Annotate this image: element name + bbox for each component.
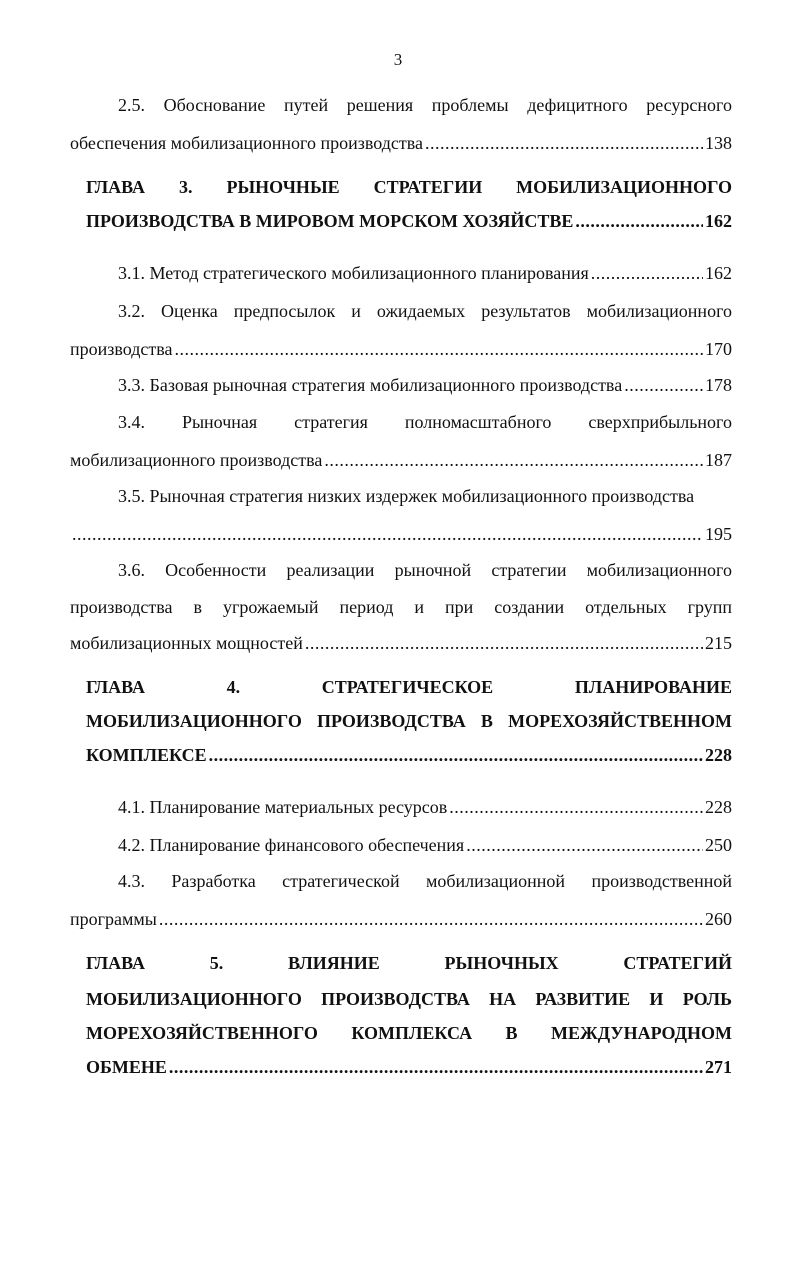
toc-entry-3-2-line-1: 3.2. Оценка предпосылок и ожидаемых результатов мобилизационного — [118, 301, 732, 321]
toc-text: ОБМЕНЕ — [86, 1057, 167, 1077]
toc-text: программы — [70, 909, 157, 929]
toc-page-number: 195 — [705, 524, 732, 544]
toc-entry-4-3-line-1: 4.3. Разработка стратегической мобилизационной производственной — [118, 871, 732, 891]
chapter-5-heading-line-2: МОБИЛИЗАЦИОННОГО ПРОИЗВОДСТВА НА РАЗВИТИЕ И РОЛЬ — [86, 989, 732, 1009]
page-number: 3 — [393, 50, 403, 69]
toc-entry-4-3-line-2 — [70, 904, 732, 934]
toc-entry-2-5-line-2 — [70, 128, 732, 158]
toc-page-number: 228 — [705, 745, 732, 765]
toc-entry-3-6-line-1: 3.6. Особенности реализации рыночной стратегии мобилизационного — [118, 560, 732, 580]
chapter-5-heading-line-3: МОРЕХОЗЯЙСТВЕННОГО КОМПЛЕКСА В МЕЖДУНАРОДНОМ — [86, 1023, 732, 1043]
chapter-5-heading-line-1: ГЛАВА 5. ВЛИЯНИЕ РЫНОЧНЫХ СТРАТЕГИЙ — [86, 953, 732, 973]
toc-entry-3-5-line-2 — [70, 519, 732, 549]
toc-entry-4-1 — [118, 792, 732, 822]
toc-text: мобилизационных мощностей — [70, 633, 303, 653]
toc-page-number: 162 — [705, 263, 732, 283]
chapter-4-heading-line-3 — [86, 740, 732, 770]
chapter-4-heading-line-1: ГЛАВА 4. СТРАТЕГИЧЕСКОЕ ПЛАНИРОВАНИЕ — [86, 677, 732, 697]
toc-text: 4.1. Планирование материальных ресурсов — [118, 797, 448, 817]
toc-entry-3-5-line-1: 3.5. Рыночная стратегия низких издержек мобилизационного производства — [118, 486, 695, 506]
toc-text: обеспечения мобилизационного производства — [70, 133, 423, 153]
toc-page-number: 138 — [705, 133, 732, 153]
chapter-4-heading-line-2: МОБИЛИЗАЦИОННОГО ПРОИЗВОДСТВА В МОРЕХОЗЯЙСТВЕННОМ — [86, 711, 732, 731]
chapter-3-heading-line-1: ГЛАВА 3. РЫНОЧНЫЕ СТРАТЕГИИ МОБИЛИЗАЦИОННОГО — [86, 177, 732, 197]
toc-text: производства — [70, 339, 173, 359]
toc-text: мобилизационного производства — [70, 450, 323, 470]
toc-page-number: 228 — [705, 797, 732, 817]
toc-page-number: 260 — [705, 909, 732, 929]
toc-page-number: 178 — [705, 375, 732, 395]
chapter-5-heading-line-4 — [86, 1052, 732, 1082]
toc-page-number: 271 — [705, 1057, 732, 1077]
toc-page-number: 162 — [705, 211, 732, 231]
toc-entry-3-1 — [118, 258, 732, 288]
toc-entry-2-5-line-1: 2.5. Обоснование путей решения проблемы дефицитного ресурсного — [118, 95, 732, 115]
toc-text: 4.2. Планирование финансового обеспечения — [118, 835, 465, 855]
toc-text: 3.1. Метод стратегического мобилизационного планирования — [118, 263, 589, 283]
toc-text: 3.3. Базовая рыночная стратегия мобилизационного производства — [118, 375, 623, 395]
toc-page-number: 187 — [705, 450, 732, 470]
toc-text: КОМПЛЕКСЕ — [86, 745, 207, 765]
toc-entry-3-2-line-2 — [70, 334, 732, 364]
toc-entry-3-6-line-2: производства в угрожаемый период и при создании отдельных групп — [70, 597, 732, 617]
toc-entry-3-6-line-3 — [70, 628, 732, 658]
toc-entry-3-3 — [118, 370, 732, 400]
toc-page-number: 250 — [705, 835, 732, 855]
toc-text: ПРОИЗВОДСТВА В МИРОВОМ МОРСКОМ ХОЗЯЙСТВЕ — [86, 211, 574, 231]
toc-entry-3-4-line-2 — [70, 445, 732, 475]
toc-page-number: 170 — [705, 339, 732, 359]
chapter-3-heading-line-2 — [86, 206, 732, 236]
toc-page-number: 215 — [705, 633, 732, 653]
toc-entry-4-2 — [118, 830, 732, 860]
toc-entry-3-4-line-1: 3.4. Рыночная стратегия полномасштабного сверхприбыльного — [118, 412, 732, 432]
